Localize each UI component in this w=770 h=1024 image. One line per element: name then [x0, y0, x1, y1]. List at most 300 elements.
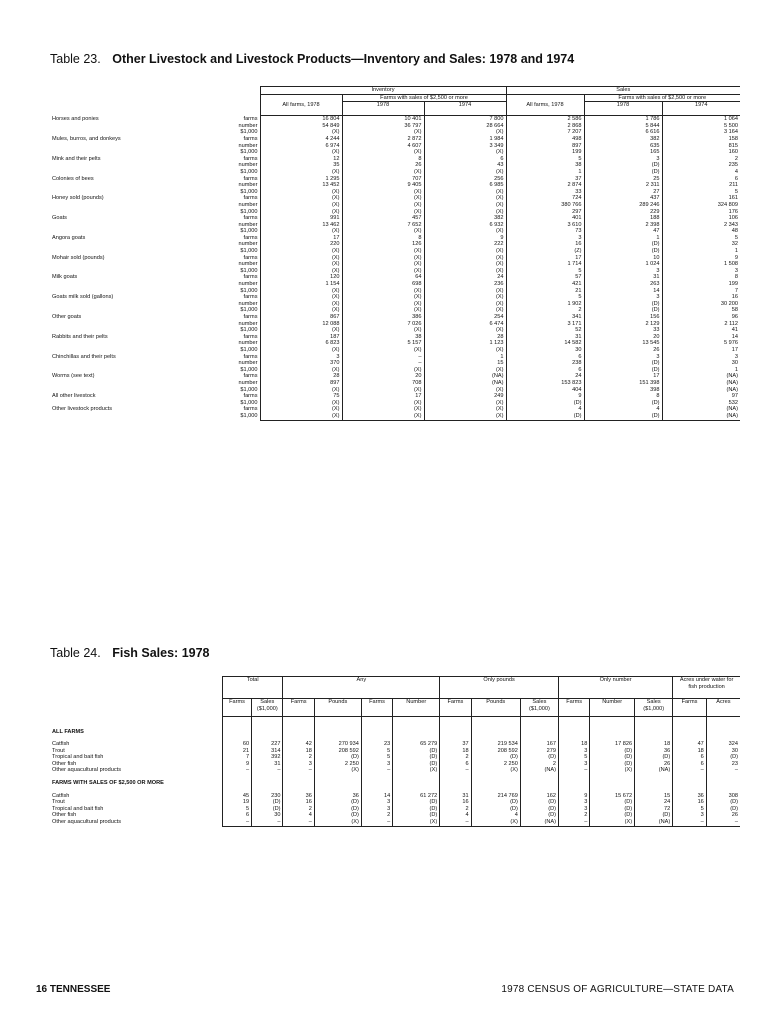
data-cell: 199 — [506, 149, 584, 156]
data-cell: 6 616 — [584, 129, 662, 136]
data-cell: (D) — [584, 367, 662, 374]
data-cell: (D) — [520, 799, 558, 806]
row-unit: number — [238, 241, 258, 248]
row-unit: farms — [243, 353, 258, 360]
row-label — [50, 149, 200, 156]
data-cell: 58 — [662, 307, 740, 314]
data-cell: 698 — [342, 281, 424, 288]
data-cell: (X) — [260, 387, 342, 394]
data-cell: 5 — [506, 268, 584, 275]
row-unit: farms — [243, 254, 258, 261]
data-cell: 31 — [440, 793, 471, 800]
group-only-number: Only number — [558, 677, 672, 699]
row-label — [50, 268, 200, 275]
data-cell: 43 — [424, 162, 506, 169]
row-unit: farms — [243, 155, 258, 162]
data-cell: (X) — [260, 307, 342, 314]
header-inventory: Inventory — [260, 87, 506, 95]
data-cell: (D) — [393, 748, 440, 755]
data-cell: (X) — [260, 209, 342, 216]
table-24-heading: Fish Sales: 1978 — [112, 646, 210, 660]
data-cell: 126 — [342, 241, 424, 248]
data-cell: 1 — [662, 248, 740, 255]
table-row — [50, 754, 740, 761]
data-cell: (X) — [393, 767, 440, 774]
data-cell: 8 — [584, 393, 662, 400]
row-label: All other livestock — [52, 393, 96, 400]
col-total-sales: Sales ($1,000) — [252, 699, 283, 717]
data-cell: 2 129 — [584, 321, 662, 328]
data-cell: (D) — [584, 248, 662, 255]
row-label — [50, 241, 200, 248]
data-cell: (X) — [260, 129, 342, 136]
data-cell: 3 — [506, 235, 584, 242]
data-cell: 73 — [506, 228, 584, 235]
data-cell: 21 — [506, 288, 584, 295]
data-cell: (D) — [584, 400, 662, 407]
data-cell: (X) — [260, 367, 342, 374]
data-cell: (X) — [260, 261, 342, 268]
row-unit: number — [238, 320, 258, 327]
table-24 — [50, 676, 740, 827]
data-cell: 3 610 — [506, 222, 584, 229]
table-row — [50, 812, 740, 819]
data-cell: 165 — [584, 149, 662, 156]
table-row — [50, 136, 740, 143]
data-cell: (X) — [342, 294, 424, 301]
data-cell: 7 026 — [342, 321, 424, 328]
data-cell: (X) — [342, 288, 424, 295]
data-cell: 17 — [260, 235, 342, 242]
data-cell: 35 — [260, 162, 342, 169]
data-cell: 4 244 — [260, 136, 342, 143]
table-row — [50, 314, 740, 321]
row-unit: $1,000 — [240, 129, 258, 136]
data-cell: (D) — [314, 799, 361, 806]
data-cell: 75 — [260, 393, 342, 400]
data-cell: (X) — [342, 301, 424, 308]
data-cell: 14 — [584, 288, 662, 295]
table-row — [50, 387, 740, 394]
group-any: Any — [283, 677, 440, 699]
data-cell: (D) — [506, 413, 584, 420]
data-cell: 15 — [424, 360, 506, 367]
data-cell: (X) — [260, 327, 342, 334]
table-row — [50, 195, 740, 202]
data-cell: (X) — [424, 189, 506, 196]
table-row — [50, 380, 740, 387]
table-row — [50, 294, 740, 301]
data-cell: (NA) — [520, 819, 558, 826]
data-cell: 18 — [635, 741, 673, 748]
data-cell: (NA) — [662, 373, 740, 380]
data-cell: 97 — [662, 393, 740, 400]
data-cell: – — [342, 354, 424, 361]
header-inv-all-1978: All farms, 1978 — [260, 102, 342, 116]
data-cell: (X) — [424, 202, 506, 209]
row-unit: number — [238, 182, 258, 189]
data-cell: 6 474 — [424, 321, 506, 328]
data-cell: 52 — [506, 327, 584, 334]
table-row — [50, 367, 740, 374]
col-number-number: Number — [590, 699, 635, 717]
data-cell: (X) — [424, 288, 506, 295]
data-cell: 187 — [260, 334, 342, 341]
data-cell: 17 — [506, 255, 584, 262]
data-cell: 3 — [558, 799, 589, 806]
row-label — [50, 400, 200, 407]
data-cell: 2 — [283, 754, 314, 761]
row-unit: farms — [243, 294, 258, 301]
table-23-title — [50, 52, 574, 66]
data-cell: (NA) — [424, 373, 506, 380]
data-cell: (X) — [260, 288, 342, 295]
table-row — [50, 169, 740, 176]
section-heading: ALL FARMS — [52, 728, 84, 735]
data-cell: 3 — [260, 354, 342, 361]
data-cell: 254 — [424, 314, 506, 321]
table-row — [50, 400, 740, 407]
data-cell: (D) — [393, 754, 440, 761]
data-cell: 24 — [424, 274, 506, 281]
row-label: Tropical and bait fish — [52, 754, 104, 761]
data-cell: 23 — [361, 741, 392, 748]
data-cell: (D) — [590, 748, 635, 755]
data-cell: (NA) — [635, 819, 673, 826]
data-cell: 815 — [662, 143, 740, 150]
row-unit: $1,000 — [240, 248, 258, 255]
data-cell: (X) — [393, 819, 440, 826]
row-unit: $1,000 — [240, 168, 258, 175]
data-cell: 236 — [424, 281, 506, 288]
row-label: Honey sold (pounds) — [52, 195, 104, 202]
row-unit: farms — [243, 314, 258, 320]
row-unit: number — [238, 300, 258, 307]
data-cell: 1 786 — [584, 116, 662, 123]
data-cell: 991 — [260, 215, 342, 222]
data-cell: (X) — [424, 261, 506, 268]
table-row — [50, 156, 740, 163]
data-cell: 229 — [584, 209, 662, 216]
table-row — [50, 373, 740, 380]
data-cell: 47 — [584, 228, 662, 235]
table-24-title — [50, 646, 210, 660]
table-row — [50, 334, 740, 341]
data-cell: – — [252, 819, 283, 826]
table-row — [50, 228, 740, 235]
data-cell: – — [252, 767, 283, 774]
data-cell: (D) — [706, 754, 740, 761]
group-only-pounds: Only pounds — [440, 677, 559, 699]
data-cell: 3 — [283, 761, 314, 768]
data-cell: 2 112 — [662, 321, 740, 328]
data-cell: (X) — [424, 149, 506, 156]
row-unit: $1,000 — [240, 346, 258, 353]
row-label — [50, 347, 200, 354]
data-cell: 57 — [506, 274, 584, 281]
data-cell: 3 — [558, 761, 589, 768]
table-row — [50, 307, 740, 314]
data-cell: – — [361, 819, 392, 826]
row-label — [50, 261, 200, 268]
data-cell: 23 — [706, 761, 740, 768]
data-cell: (X) — [342, 327, 424, 334]
table-row — [50, 129, 740, 136]
col-number-sales: Sales ($1,000) — [635, 699, 673, 717]
data-cell: (D) — [314, 754, 361, 761]
row-label — [50, 288, 200, 295]
data-cell: (X) — [424, 413, 506, 420]
table-row — [50, 176, 740, 183]
data-cell: 238 — [506, 360, 584, 367]
data-cell: 867 — [260, 314, 342, 321]
row-label — [50, 307, 200, 314]
data-cell: – — [342, 360, 424, 367]
data-cell: 64 — [342, 274, 424, 281]
data-cell: 18 — [283, 748, 314, 755]
data-cell: – — [673, 819, 707, 826]
row-unit: farms — [243, 234, 258, 241]
data-cell: 3 — [584, 354, 662, 361]
data-cell: (X) — [424, 195, 506, 202]
row-label: Tropical and bait fish — [52, 805, 104, 812]
row-label: Mohair sold (pounds) — [52, 254, 105, 261]
row-label — [50, 222, 200, 229]
data-cell: (D) — [590, 761, 635, 768]
data-cell: 6 — [223, 812, 252, 819]
data-cell: 324 — [706, 741, 740, 748]
data-cell: – — [558, 767, 589, 774]
row-label: Mules, burros, and donkeys — [52, 135, 121, 142]
data-cell: 120 — [260, 274, 342, 281]
row-label — [50, 327, 200, 334]
data-cell: 2 — [440, 754, 471, 761]
data-cell: 8 — [662, 274, 740, 281]
data-cell: (X) — [342, 307, 424, 314]
data-cell: 289 246 — [584, 202, 662, 209]
row-label — [50, 169, 200, 176]
data-cell: (X) — [342, 400, 424, 407]
data-cell: (X) — [260, 406, 342, 413]
data-cell: – — [223, 819, 252, 826]
data-cell: (X) — [342, 129, 424, 136]
data-cell: 33 — [584, 327, 662, 334]
data-cell: 30 — [706, 748, 740, 755]
row-unit: $1,000 — [240, 386, 258, 393]
data-cell: (NA) — [635, 767, 673, 774]
data-cell: 65 279 — [393, 741, 440, 748]
data-cell: (X) — [260, 268, 342, 275]
data-cell: 31 — [584, 274, 662, 281]
row-unit: $1,000 — [240, 412, 258, 419]
data-cell: (X) — [471, 819, 520, 826]
data-cell: (D) — [471, 806, 520, 813]
data-cell: 404 — [506, 387, 584, 394]
table-row — [50, 162, 740, 169]
data-cell: 26 — [584, 347, 662, 354]
row-label: Trout — [52, 747, 65, 754]
data-cell: (NA) — [662, 380, 740, 387]
data-cell: 382 — [424, 215, 506, 222]
data-cell: 24 — [635, 799, 673, 806]
row-unit: farms — [243, 215, 258, 222]
data-cell: 36 — [635, 748, 673, 755]
data-cell: (D) — [471, 799, 520, 806]
header-inventory-farms-2500: Farms with sales of $2,500 or more — [342, 94, 506, 102]
data-cell: (X) — [260, 400, 342, 407]
table-row — [50, 799, 740, 806]
data-cell: 151 398 — [584, 380, 662, 387]
data-cell: 2 — [506, 307, 584, 314]
row-label: Catfish — [52, 741, 70, 748]
data-cell: 4 — [440, 812, 471, 819]
data-cell: (D) — [584, 162, 662, 169]
header-inv-1978: 1978 — [342, 102, 424, 116]
table-row — [50, 261, 740, 268]
table-row — [50, 288, 740, 295]
data-cell: (X) — [342, 195, 424, 202]
data-cell: 1 — [584, 235, 662, 242]
table-row — [50, 235, 740, 242]
data-cell: 3 — [558, 748, 589, 755]
data-cell: 1 — [506, 169, 584, 176]
data-cell: (D) — [314, 812, 361, 819]
row-label: Other goats — [52, 314, 82, 320]
table-row — [50, 393, 740, 400]
data-cell: (X) — [260, 228, 342, 235]
data-cell: 1 984 — [424, 136, 506, 143]
data-cell: (D) — [506, 400, 584, 407]
data-cell: (X) — [342, 367, 424, 374]
data-cell: (D) — [590, 799, 635, 806]
row-label: Colonies of bees — [52, 175, 94, 182]
data-cell: (D) — [252, 806, 283, 813]
data-cell: 9 — [558, 793, 589, 800]
data-cell: 437 — [584, 195, 662, 202]
data-cell: (X) — [342, 413, 424, 420]
data-cell: 9 — [223, 761, 252, 768]
table-row — [50, 281, 740, 288]
data-cell: (X) — [260, 347, 342, 354]
data-cell: 5 — [673, 806, 707, 813]
row-label: Chinchillas and their pelts — [52, 353, 116, 360]
data-cell: 380 766 — [506, 202, 584, 209]
data-cell: 1 123 — [424, 340, 506, 347]
row-label: Rabbits and their pelts — [52, 333, 108, 340]
data-cell: 161 — [662, 195, 740, 202]
row-label — [50, 123, 200, 130]
data-cell: – — [283, 819, 314, 826]
col-any-farms-2: Farms — [361, 699, 392, 717]
data-cell: 2 250 — [314, 761, 361, 768]
data-cell: (D) — [393, 761, 440, 768]
data-cell: 4 — [584, 406, 662, 413]
row-label — [50, 367, 200, 374]
table-row — [50, 406, 740, 413]
row-label: Horses and ponies — [52, 115, 99, 122]
data-cell: (X) — [424, 294, 506, 301]
row-unit: number — [238, 201, 258, 208]
table-row — [50, 255, 740, 262]
data-cell: 635 — [584, 143, 662, 150]
data-cell: (X) — [342, 149, 424, 156]
row-unit: $1,000 — [240, 149, 258, 156]
row-unit: $1,000 — [240, 307, 258, 314]
row-unit: $1,000 — [240, 267, 258, 274]
data-cell: (D) — [520, 806, 558, 813]
data-cell: 3 — [673, 812, 707, 819]
data-cell: 724 — [506, 195, 584, 202]
data-cell: 4 — [283, 812, 314, 819]
data-cell: (NA) — [424, 380, 506, 387]
data-cell: (D) — [590, 812, 635, 819]
data-cell: (X) — [424, 129, 506, 136]
data-cell: 421 — [506, 281, 584, 288]
data-cell: 314 — [252, 748, 283, 755]
table-row — [50, 761, 740, 768]
row-unit: farms — [243, 333, 258, 340]
data-cell: 4 — [471, 812, 520, 819]
data-cell: 16 — [440, 799, 471, 806]
data-cell: 401 — [506, 215, 584, 222]
data-cell: 17 — [584, 373, 662, 380]
row-unit: number — [238, 142, 258, 149]
data-cell: (NA) — [662, 387, 740, 394]
data-cell: (X) — [342, 189, 424, 196]
data-cell: (NA) — [662, 406, 740, 413]
data-cell: 7 — [223, 754, 252, 761]
data-cell: 220 — [260, 241, 342, 248]
table-23-heading: Other Livestock and Livestock Products—Inventory and Sales: 1978 and 1974 — [112, 52, 575, 66]
row-unit: $1,000 — [240, 188, 258, 195]
data-cell: 2 — [662, 156, 740, 163]
data-cell: 96 — [662, 314, 740, 321]
row-unit: number — [238, 379, 258, 386]
data-cell: (X) — [342, 209, 424, 216]
data-cell: 7 207 — [506, 129, 584, 136]
data-cell: 3 — [584, 294, 662, 301]
data-cell: 26 — [635, 761, 673, 768]
data-cell: 308 — [706, 793, 740, 800]
data-cell: (D) — [584, 413, 662, 420]
data-cell: – — [283, 767, 314, 774]
data-cell: (D) — [520, 754, 558, 761]
data-cell: 38 — [506, 162, 584, 169]
data-cell: (X) — [342, 248, 424, 255]
data-cell: (X) — [424, 400, 506, 407]
row-label: Mink and their pelts — [52, 155, 101, 162]
data-cell: 9 — [662, 255, 740, 262]
data-cell: (X) — [424, 406, 506, 413]
data-cell: 41 — [662, 327, 740, 334]
row-label: Other aquacultural products — [52, 767, 122, 774]
data-cell: (NA) — [662, 413, 740, 420]
data-cell: 211 — [662, 182, 740, 189]
data-cell: 370 — [260, 360, 342, 367]
data-cell: 54 849 — [260, 123, 342, 130]
data-cell: 7 800 — [424, 116, 506, 123]
data-cell: 398 — [584, 387, 662, 394]
row-unit: farms — [243, 175, 258, 182]
data-cell: 208 592 — [314, 748, 361, 755]
data-cell: 4 — [506, 406, 584, 413]
col-total-farms: Farms — [223, 699, 252, 717]
data-cell: (X) — [424, 228, 506, 235]
table-row — [50, 360, 740, 367]
data-cell: (X) — [424, 255, 506, 262]
data-cell: 60 — [223, 741, 252, 748]
header-sales-1974: 1974 — [662, 102, 740, 116]
